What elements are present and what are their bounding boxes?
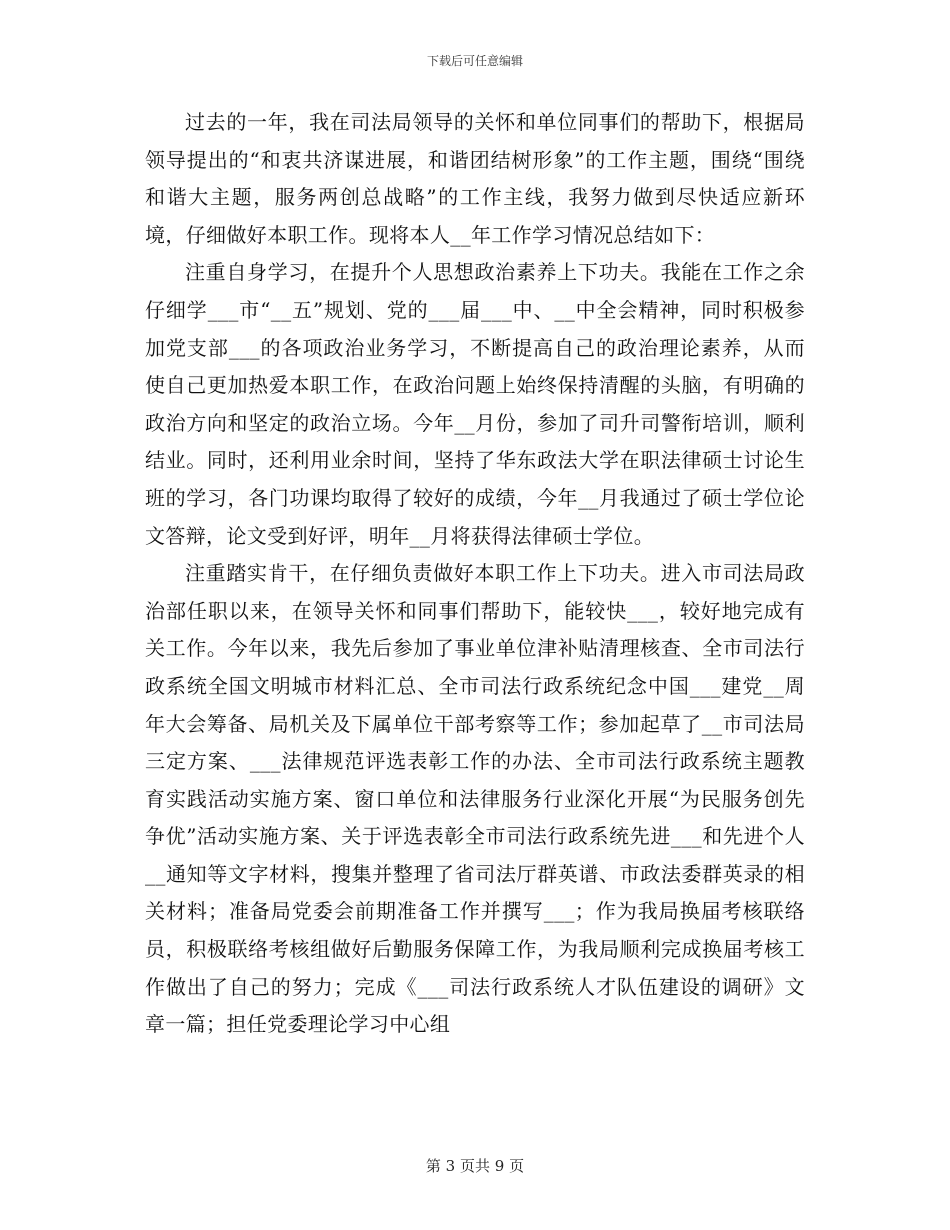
paragraph-study: 注重自身学习，在提升个人思想政治素养上下功夫。我能在工作之余仔细学___市“__五”规划、党的___届___中、__中全会精神，同时积极参加党支部___的各项政治业务学习，不断提高自己的政治理论素养，从而使自己更加热爱本职工作，在政治问题上始终保持清醒的头脑，有明确的政治方向和坚定的政治立场。今年__月份，参加了司升司警衔培训，顺利结业。同时，还利用业余时间，坚持了华东政法大学在职法律硕士讨论生班的学习，各门功课均取得了较好的成绩，今年__月我通过了硕士学位论文答辩，论文受到好评，明年__月将获得法律硕士学位。 xyxy=(145,260,805,548)
paragraph-work: 注重踏实肯干，在仔细负责做好本职工作上下功夫。进入市司法局政治部任职以来，在领导关怀和同事们帮助下，能较快___，较好地完成有关工作。今年以来，我先后参加了事业单位津补贴清理核查、全市司法行政系统全国文明城市材料汇总、全市司法行政系统纪念中国___建党__周年大会筹备、局机关及下属单位干部考察等工作；参加起草了__市司法局三定方案、___法律规范评选表彰工作的办法、全市司法行政系统主题教育实践活动实施方案、窗口单位和法律服务行业深化开展“为民服务创先争优”活动实施方案、关于评选表彰全市司法行政系统先进___和先进个人__通知等文字材料，搜集并整理了省司法厅群英谱、市政法委群英录的相关材料；准备局党委会前期准备工作并撰写___；作为我局换届考核联络员，积极联络考核组做好后勤服务保障工作，为我局顺利完成换届考核工作做出了自己的努力；完成《___司法行政系统人才队伍建设的调研》文章一篇；担任党委理论学习中心组 xyxy=(145,561,805,1037)
document-body xyxy=(145,104,805,1044)
paragraph-intro: 过去的一年，我在司法局领导的关怀和单位同事们的帮助下，根据局领导提出的“和衷共济谋进展，和谐团结树形象”的工作主题，围绕“围绕和谐大主题，服务两创总战略”的工作主线，我努力做到尽快适应新环境，仔细做好本职工作。现将本人__年工作学习情况总结如下： xyxy=(145,110,805,247)
page-header: 下载后可任意编辑 xyxy=(426,54,523,68)
page-number-footer: 第 3 页共 9 页 xyxy=(425,1157,525,1175)
